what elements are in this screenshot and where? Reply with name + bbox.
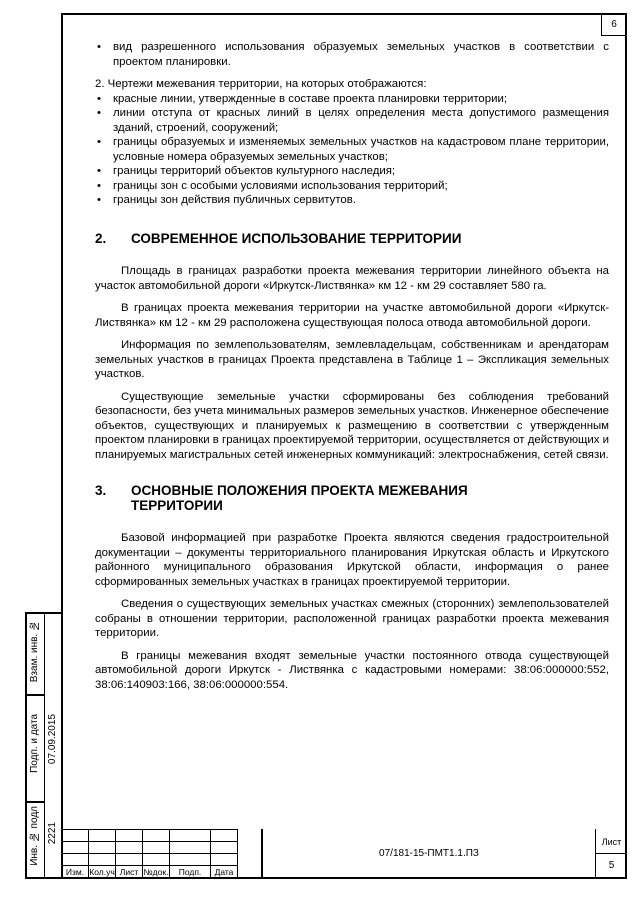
section-3-heading (95, 484, 609, 513)
section-title: СОВРЕМЕННОЕ ИСПОЛЬЗОВАНИЕ ТЕРРИТОРИИ (131, 230, 462, 246)
list-item: • границы зон действия публичных сервитутов. (95, 193, 609, 208)
list-item: • границы образуемых и изменяемых земельных участков на кадастровом плане территории, условные номера образуемых земельных участков; (95, 135, 609, 164)
section-title: ОСНОВНЫЕ ПОЛОЖЕНИЯ ПРОЕКТА МЕЖЕВАНИЯ ТЕРРИТОРИИ (131, 483, 468, 513)
inv-podl-label: Инв. № подл (29, 806, 40, 866)
paragraph: Сведения о существующих земельных участках смежных (сторонних) землепользователей собраны в отношении территории, расположенной границах разработки проекта межевания территории. (95, 598, 609, 639)
col-podp: Подп. (170, 866, 211, 878)
page-number: 6 (601, 13, 627, 36)
col-ndok: №док. (143, 866, 169, 877)
col-list: Лист (116, 866, 143, 878)
list-item: • линии отступа от красных линий в целях определения места допустимого размещения зданий, строений, сооружений; (95, 106, 609, 135)
inv-value: 2221 (47, 822, 58, 845)
paragraph: Площадь в границах разработки проекта межевания территории линейного объекта на участок автомобильной дороги «Иркутск-Листвянка» км 12 - км 29 составляет 580 га. (95, 265, 609, 292)
list-item: • границы территорий объектов культурного наследия; (95, 164, 609, 179)
paragraph: Информация по землепользователям, землевладельцам, собственникам и арендаторам земельных участков в границах Проекта представлена в Таблице 1 – Экспликация земельных участков. (95, 339, 609, 380)
col-kol-uch: Кол.уч (89, 866, 115, 877)
section-2-heading (95, 232, 609, 247)
col-data: Дата (211, 866, 238, 878)
vzam-label: Взам. инв. № (29, 620, 40, 683)
paragraph: Существующие земельные участки сформированы без соблюдения требований безопасности, без учета минимальных размеров земельных участков. Инженерное обеспечение объектов, существующих и планируемых к размещению в соответствии с утвержденным проектом планировки в границах проектируемой территории, осуществляется от действующих и планируемых магистральных сетей инженерных коммуникаций: электроснабжения, сетей связи. (95, 390, 609, 461)
list-item: • границы зон с особыми условиями использования территорий; (95, 179, 609, 194)
sheet-number: 5 (608, 860, 615, 871)
item-2-heading: 2. Чертежи межевания территории, на которых отображаются: (95, 78, 427, 90)
revision-table (61, 829, 238, 878)
col-izm: Изм. (62, 866, 89, 878)
title-block (61, 829, 627, 879)
date-value: 07.09.2015 (47, 714, 58, 765)
section-number: 2. (95, 230, 107, 246)
sheet-label: Лист (596, 829, 627, 854)
document-body (95, 40, 609, 692)
paragraph: В границы межевания входят земельные участки постоянного отвода существующей автомобильной дороги Иркутск - Листвянка с кадастровыми номерами: 38:06:000000:552, 38:06:140903:166, 38:06:000000:554. (95, 649, 609, 691)
section-number: 3. (95, 483, 107, 498)
side-stamp (25, 612, 61, 879)
podp-data-label: Подп. и дата (29, 714, 40, 773)
paragraph: Базовой информацией при разработке Проекта являются сведения градостроительной документации – документы территориального планирования Иркутская область и Иркутского районного муниципального образования Иркутской области, информация о ранее сформированных земельных участках в границах проектируемой территории. (95, 532, 609, 588)
list-item: • красные линии, утвержденные в составе проекта планировки территории; (95, 92, 609, 107)
list-item: • вид разрешенного использования образуемых земельных участков в соответствии с проектом планировки. (95, 40, 609, 69)
document-code: 07/181-15-ПМТ1.1.ПЗ (261, 829, 596, 879)
paragraph: В границах проекта межевания территории на участке автомобильной дороги «Иркутск-Листвянка» км 12 - км 29 расположена существующая полоса отвода автомобильной дороги. (95, 302, 609, 329)
